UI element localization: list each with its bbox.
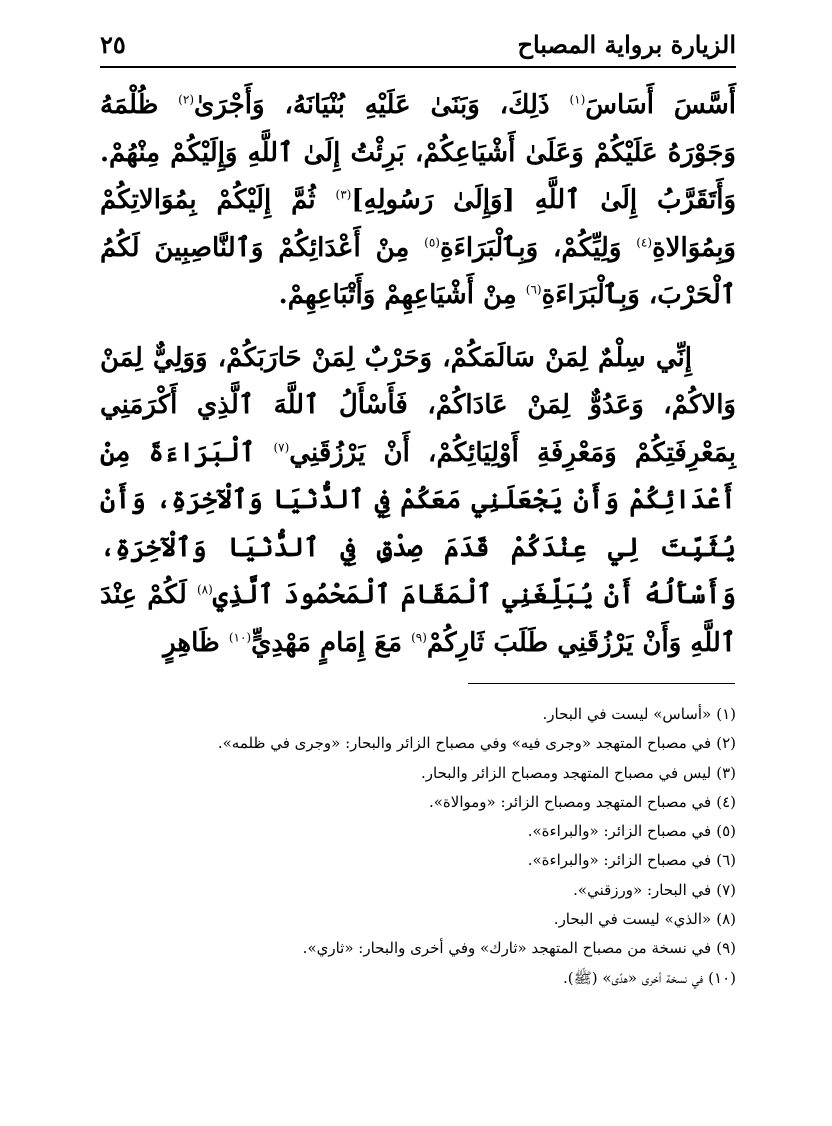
footnote-text: في نسخة من مصباح المتهجد «ثارك» وفي أخرى والبحار: «ثاري». [302, 939, 712, 958]
text-run: مِنْ أَشْيَاعِهِمْ وَأَتْبَاعِهِمْ. [278, 280, 526, 310]
footnote-number: (٤) [716, 792, 736, 811]
footnote-text: في مصباح المتهجد ومصباح الزائر: «وموالاة». [428, 792, 712, 811]
main-text [100, 82, 736, 667]
footnote-text: في نسخة أخرى «هدًى» (ﷺ). [562, 968, 704, 987]
text-run: لَكُمْ عِنْدَ ٱللَّهِ وَأَنْ يَرْزُقَنِي طَلَبَ ثَارِكُمْ [100, 580, 736, 658]
footnote [100, 729, 736, 758]
text-run: ثُمَّ إِلَيْكُمْ بِمُوَالاتِكُمْ وَبِمُوَالاةِ [100, 185, 736, 263]
footnote [100, 934, 736, 963]
text-run: إِنِّي سِلْمٌ لِمَنْ سَالَمَكُمْ، وَحَرْبٌ لِمَنْ حَارَبَكُمْ، وَوَلِيٌّ لِمَنْ وَالاكُمْ، وَعَدُوٌّ لِمَنْ عَادَاكُمْ، فَأَسْأَلُ ٱللَّهَ ٱلَّذِي أَكْرَمَنِي بِمَعْرِفَتِكُمْ وَمَعْرِفَةِ أَوْلِيَائِكُمْ، أَنْ يَرْزُقَنِي [100, 342, 736, 468]
footnote-text: في مصباح الزائر: «والبراءة». [527, 822, 712, 841]
footnote-text: في مصباح الزائر: «والبراءة». [527, 851, 712, 870]
page-header [100, 26, 736, 66]
footnote-number: (٣) [716, 763, 736, 782]
text-run: مِنْ أَعْدَائِكُمْ وَٱلنَّاصِبِينَ لَكُمُ ٱلْحَرْبَ، وَبِٱلْبَرَاءَةِ [100, 232, 736, 310]
footnote-marker-4: (٤) [636, 234, 653, 249]
footnote-number: (٢) [716, 734, 736, 753]
footnote-number: (٧) [716, 880, 736, 899]
footnote-marker-9: (٩) [411, 629, 427, 644]
footnote-number: (٦) [716, 851, 736, 870]
footnote-number: (٨) [716, 910, 736, 929]
text-run: وَلِيِّكُمْ، وَبِٱلْبَرَاءَةِ [439, 232, 637, 263]
footnote [100, 846, 736, 875]
paragraph-2 [100, 335, 736, 668]
footnote-marker-2: (٢) [178, 92, 194, 107]
page-number: ٢٥ [100, 30, 126, 59]
footnote [100, 700, 736, 729]
footnote-marker-3: (٣) [335, 187, 352, 202]
text-run: أَسَّسَ أَسَاسَ [585, 90, 736, 120]
footnote [100, 876, 736, 905]
footnote-marker-7: (٧) [273, 439, 290, 454]
footnote [100, 788, 736, 817]
text-run: ٱلْبَرَاءَةَ مِنْ أَعْدَائِكُمْ وَأَنْ يَجْعَلَنِي مَعَكُمْ فِي ٱلدُّنْيَا وَٱلْآخِرَةِ، وَأَنْ يُثَبِّتَ لِي عِنْدَكُمْ قَدَمَ صِدْقٍ فِي ٱلدُّنْيَا وَٱلْآخِرَةِ، وَأَسْأَلُهُ أَنْ يُبَلِّغَنِي ٱلْمَقَامَ ٱلْمَحْمُودَ ٱلَّذِي [100, 437, 736, 610]
footnote-marker-10: (١٠) [228, 629, 252, 644]
text-run: ظُلْمَهُ وَجَوْرَهُ عَلَيْكُمْ وَعَلَىٰ أَشْيَاعِكُمْ، بَرِئْتُ إِلَىٰ ٱللَّهِ وَإِلَيْكُمْ مِنْهُمْ. وَأَتَقَرَّبُ إِلَىٰ ٱللَّهِ [وَإِلَىٰ رَسُولِهِ] [100, 90, 737, 215]
running-title: الزيارة برواية المصباح [517, 30, 736, 59]
paragraph-1 [100, 82, 736, 320]
text-run: ذَلِكَ، وَبَنَىٰ عَلَيْهِ بُنْيَانَهُ، وَأَجْرَىٰ [194, 90, 570, 120]
footnote-number: (٥) [716, 822, 736, 841]
footnote-text: في البحار: «ورزقني». [573, 880, 712, 899]
footnote-marker-1: (١) [569, 92, 586, 107]
footnote-number: (١٠) [708, 968, 736, 987]
footnote-marker-6: (٦) [525, 282, 542, 297]
text-run: مَعَ إِمَامٍ مَهْدِيٍّ [251, 627, 412, 658]
footnote-text: «الذي» ليست في البحار. [553, 910, 712, 929]
footnote-number: (٩) [716, 939, 736, 958]
footnote-text: ليس في مصباح المتهجد ومصباح الزائر والبحار. [421, 763, 712, 782]
footnotes [100, 700, 736, 993]
footnote-text: في مصباح المتهجد «وجرى فيه» وفي مصباح الزائر والبحار: «وجرى في ظلمه». [217, 734, 712, 753]
footnote [100, 817, 736, 846]
header-rule [100, 66, 736, 68]
footnote-number: (١) [716, 705, 736, 723]
text-run: ظَاهِرٍ [163, 627, 229, 658]
footnote-marker-8: (٨) [196, 582, 213, 597]
footnote-text: «أساس» ليست في البحار. [542, 705, 712, 723]
footnote [100, 905, 736, 934]
footnote-separator [468, 683, 735, 684]
footnote [100, 759, 736, 788]
footnote [100, 964, 736, 993]
footnote-marker-5: (٥) [424, 234, 440, 249]
